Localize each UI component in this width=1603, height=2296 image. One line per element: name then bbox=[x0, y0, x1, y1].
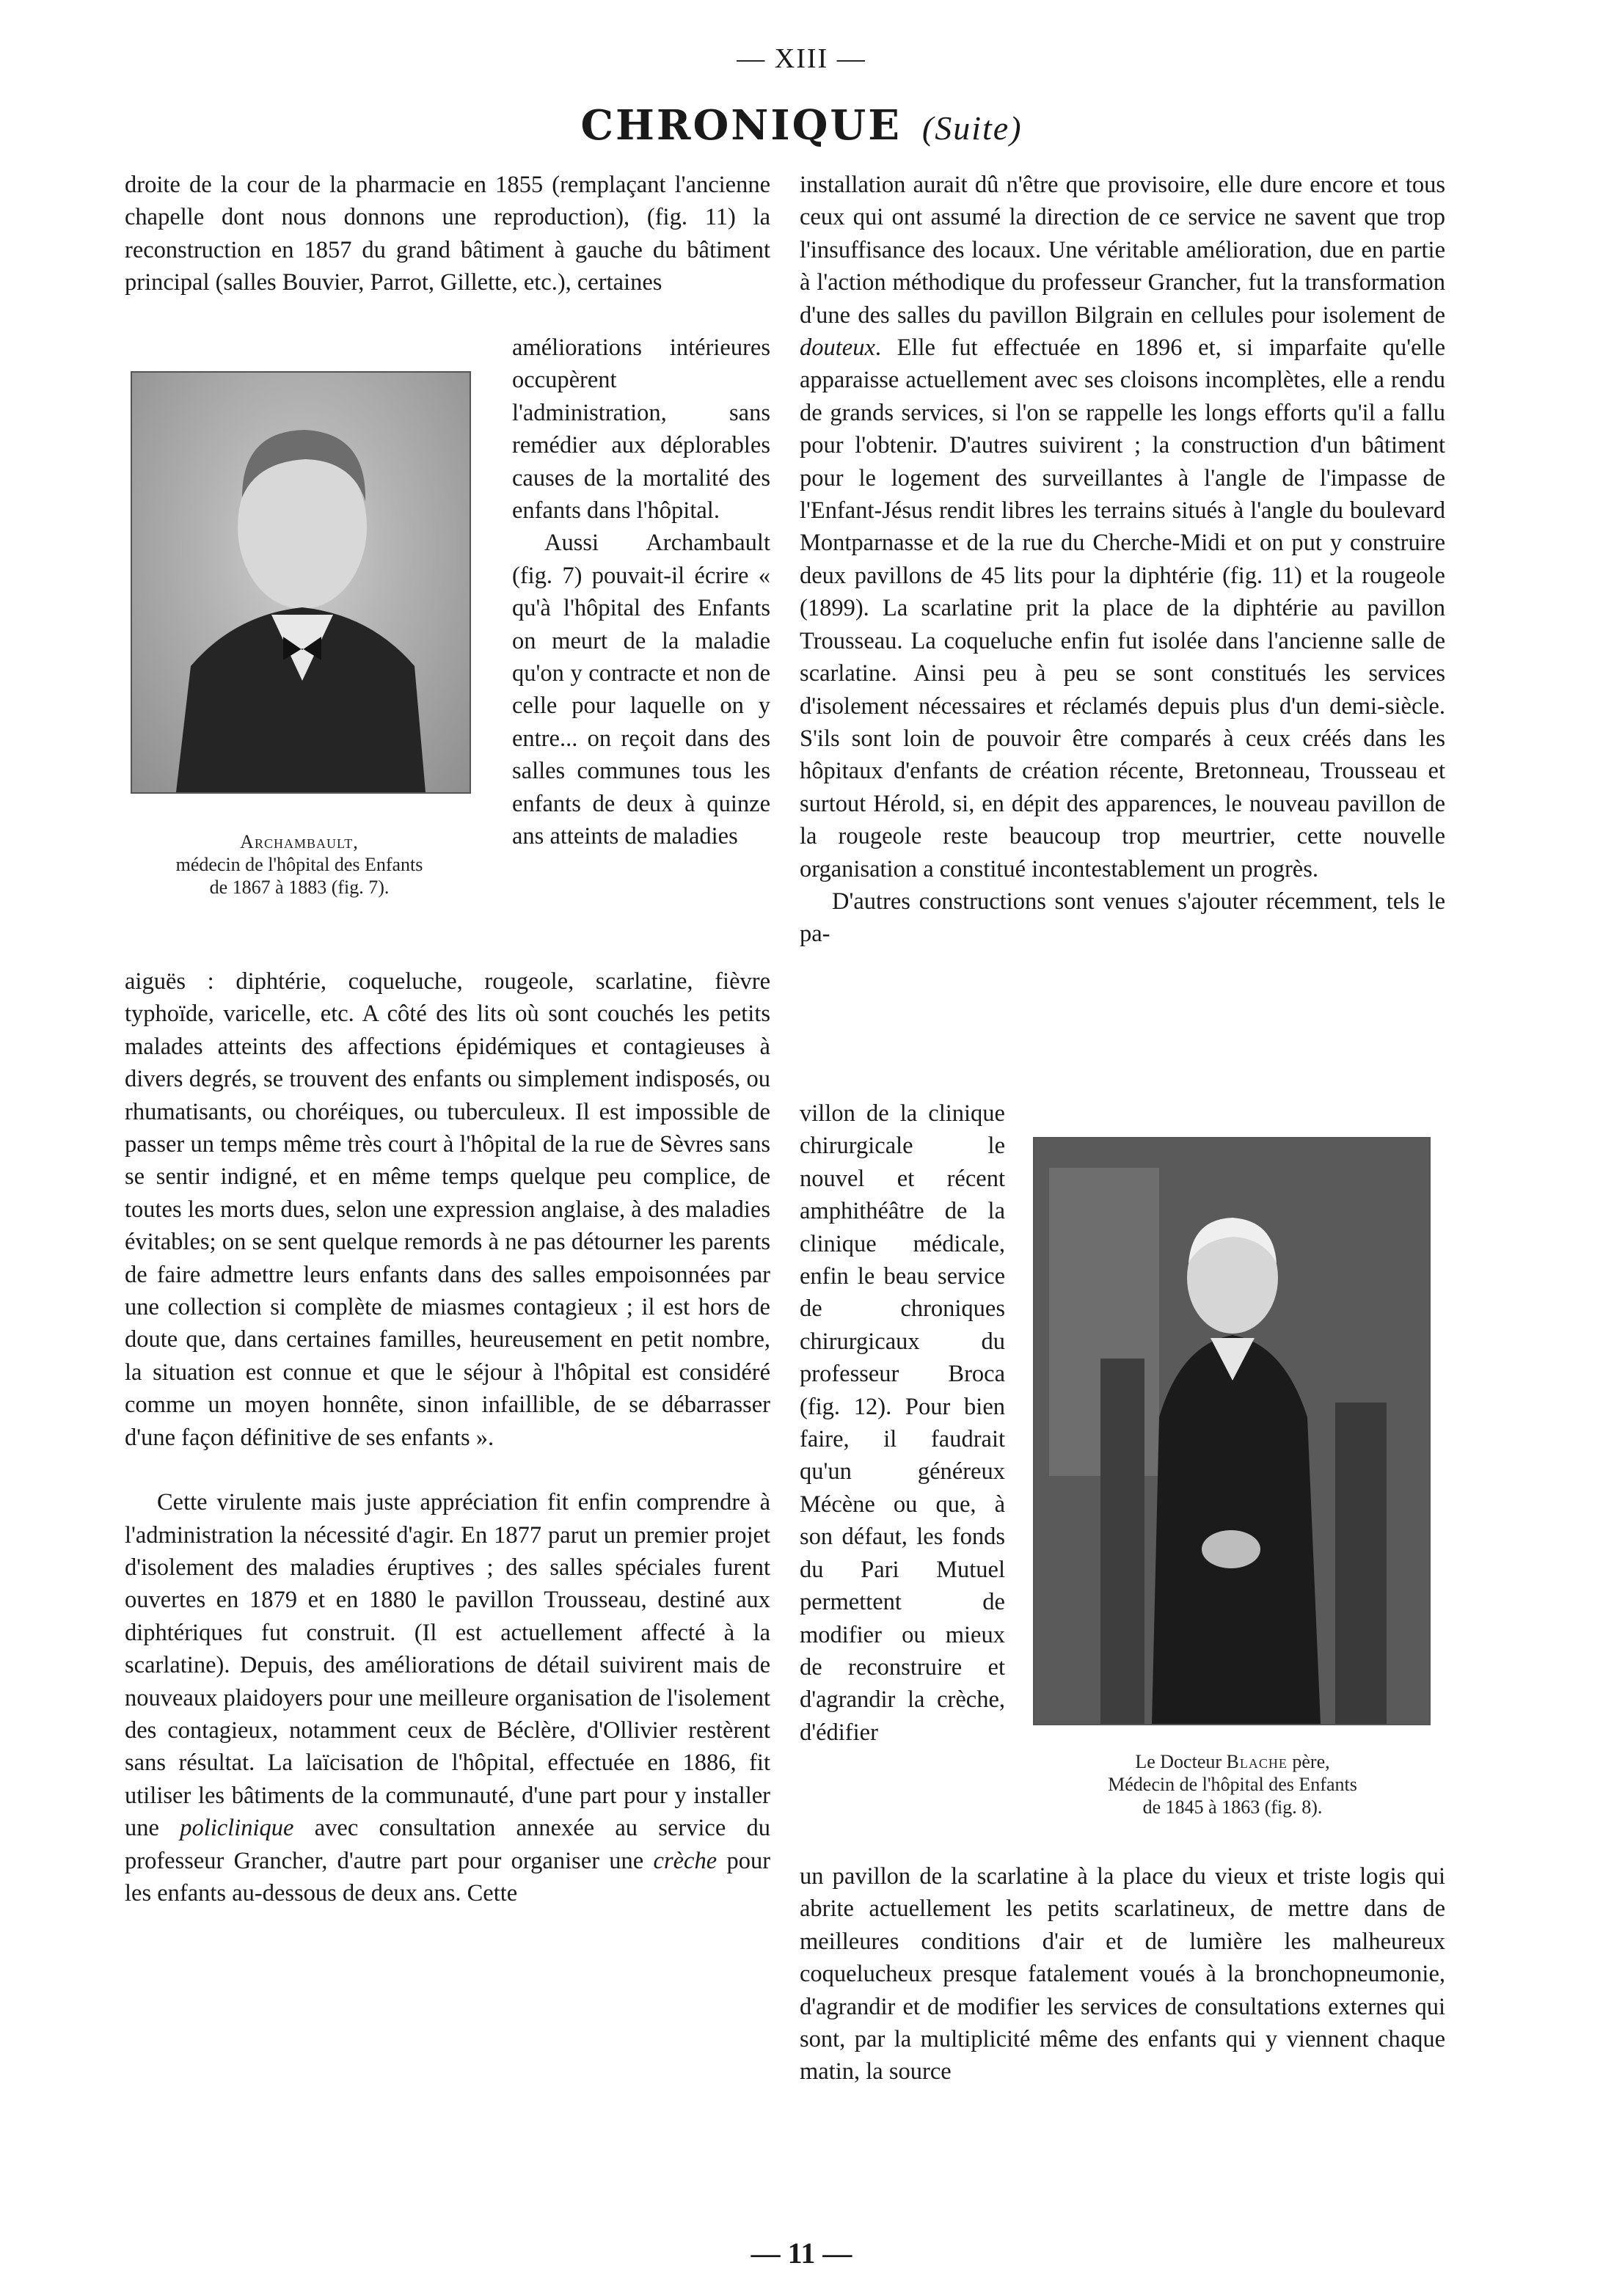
right-column-top bbox=[800, 169, 1445, 951]
paragraph: aiguës : diphtérie, coqueluche, rougeole, scarlatine, fièvre typhoïde, varicelle, etc. A côté des lits où sont couchés les petits malades atteints des affections épidémiques et contagieuses à divers degrés, se trouvent des enfants ou simplement indisposés, ou rhumatisants, ou choréiques, ou tuberculeux. Il est impossible de passer un temps même très court à l'hôpital de la rue de Sèvres sans se sentir indigné, et en même temps quelque peu complice, de toutes les morts dues, selon une expression anglaise, à des maladies évitables; on se sent quelque remords à ne pas détourner les parents de faire admettre leurs enfants dans des salles empoisonnées par une collection si complète de miasmes contagieux ; il est hors de doute que, dans certaines familles, heureusement en petit nombre, la situation est connue et que le séjour à l'hôpital est considéré comme un moyen honnête, sinon infaillible, de se débarrasser d'une façon définitive de ses enfants ». bbox=[125, 968, 770, 1451]
italic-term: crèche bbox=[653, 1847, 717, 1874]
caption-name: Blache bbox=[1226, 1751, 1288, 1772]
portrait-blache-photo bbox=[1033, 1137, 1431, 1725]
left-column-narrow bbox=[512, 332, 770, 853]
portrait-illustration bbox=[1034, 1138, 1429, 1724]
italic-term: douteux bbox=[800, 334, 875, 362]
title-subtitle: (Suite) bbox=[921, 109, 1023, 147]
title-main: CHRONIQUE bbox=[580, 101, 902, 150]
caption-line: Médecin de l'hôpital des Enfants bbox=[1108, 1774, 1357, 1795]
page-roman-number: — XIII — bbox=[737, 43, 866, 74]
caption-archambault bbox=[131, 830, 468, 899]
paragraph: D'autres constructions sont venues s'ajouter récemment, tels le pa- bbox=[800, 888, 1445, 948]
text-span: avec consultation annexée au service du professeur Grancher, d'autre part pour organiser une bbox=[125, 1815, 771, 1874]
paragraph: villon de la clinique chirurgicale le nouvel et récent amphithéâtre de la clinique médicale, enfin le beau service de chroniques chirurgicaux du professeur Broca (fig. 12). Pour bien faire, il faudrait qu'un généreux Mécène ou que, à son défaut, les fonds du Pari Mutuel permettent de modifier ou mieux de reconstruire et d'agrandir la crèche, d'édifier bbox=[800, 1100, 1005, 1746]
right-column-bottom bbox=[800, 1860, 1445, 2088]
paragraph: améliorations intérieures occupèrent l'administration, sans remédier aux déplorables causes de la mortalité des enfants dans l'hôpital. bbox=[512, 334, 770, 524]
right-column-narrow bbox=[800, 1097, 1005, 1749]
paragraph bbox=[800, 169, 1445, 885]
caption-line bbox=[1027, 1750, 1438, 1773]
paragraph: droite de la cour de la pharmacie en 1855 (remplaçant l'ancienne chapelle dont nous donnons une reproduction), (fig. 11) la reconstruction en 1857 du grand bâtiment à gauche du bâtiment principal (salles Bouvier, Parrot, Gillette, etc.), certaines bbox=[125, 172, 770, 296]
left-column-top bbox=[125, 169, 770, 299]
text-span: pour les enfants au-dessous de deux ans. Cette bbox=[125, 1847, 771, 1906]
page-title bbox=[0, 101, 1603, 150]
caption-blache bbox=[1027, 1750, 1438, 1818]
caption-line: médecin de l'hôpital des Enfants bbox=[175, 854, 423, 875]
text-span: Cette virulente mais juste appréciation fit enfin comprendre à l'administration la nécessité d'agir. En 1877 parut un premier projet d'isolement des maladies éruptives ; des salles spéciales furent ouvertes en 1879 et en 1880 le pavillon Trousseau, destiné aux diphtériques fut construit. (Il est actuellement affecté à la scarlatine). Depuis, des améliorations de détail suivirent mais de nouveaux plaidoyers pour une meilleure organisation de l'isolement des contagieux, notamment ceux de Béclère, d'Ollivier restèrent sans résultat. La laïcisation de l'hôpital, effectuée en 1886, fit utiliser les bâtiments de la communauté, d'une part pour y installer une bbox=[125, 1489, 770, 1842]
text-span: installation aurait dû n'être que provisoire, elle dure encore et tous ceux qui ont assumé la direction de ce service ne savent que trop l'insuffisance des locaux. Une véritable amélioration, due en partie à l'action méthodique du professeur Grancher, fut la transformation d'une des salles du pavillon Bilgrain en cellules pour isolement de bbox=[800, 172, 1445, 329]
caption-line: de 1867 à 1883 (fig. 7). bbox=[209, 877, 390, 898]
italic-term: policlinique bbox=[180, 1815, 294, 1842]
text-span: . Elle fut effectuée en 1896 et, si imparfaite qu'elle apparaisse actuellement avec ses cloisons incomplètes, elle a rendu de grands services, si l'on se rappelle les longs efforts qu'il a fallu pour l'obtenir. D'autres suivirent ; la construction d'un bâtiment pour le logement des surveillantes à l'angle de l'impasse de l'Enfant-Jésus rendit libres les terrains situés à l'angle du boulevard Montparnasse et de la rue du Cherche-Midi et on put y construire deux pavillons de 45 lits pour la diphtérie (fig. 11) et la rougeole (1899). La scarlatine prit la place de la diphtérie au pavillon Trousseau. La coqueluche enfin fut isolée dans l'ancienne salle de scarlatine. Ainsi peu à peu se sont constitués les services d'isolement nécessaires et réclamés depuis plus d'un demi-siècle. S'ils sont loin de pouvoir être comparés à ceux créés dans les hôpitaux d'enfants de création récente, Bretonneau, Trousseau et surtout Hérold, si, en dépit des apparences, le nouveau pavillon de la rougeole reste beaucoup trop meurtrier, cette nouvelle organisation a constitué incontestablement un progrès. bbox=[800, 334, 1445, 882]
caption-line: de 1845 à 1863 (fig. 8). bbox=[1142, 1796, 1323, 1818]
text-span: Le Docteur bbox=[1135, 1751, 1222, 1772]
paragraph bbox=[125, 1486, 770, 1909]
portrait-archambault-photo bbox=[131, 371, 471, 794]
paragraph: Aussi Archambault (fig. 7) pouvait-il écrire « qu'à l'hôpital des Enfants on meurt de la maladie qu'on y contracte et non de celle pour laquelle on y entre... on reçoit dans des salles communes tous les enfants de deux à quinze ans atteints de maladies bbox=[512, 530, 770, 850]
text-span: père, bbox=[1292, 1751, 1330, 1772]
portrait-illustration bbox=[132, 373, 470, 792]
footer-page-number: — 11 — bbox=[751, 2237, 852, 2270]
caption-name: Archambault, bbox=[240, 831, 359, 852]
left-column-bottom bbox=[125, 965, 770, 1909]
paragraph: un pavillon de la scarlatine à la place du vieux et triste logis qui abrite actuellement les petits scarlatineux, de mettre dans de meilleures conditions d'air et de lumière les malheureux coquelucheux presque fatalement voués à la bronchopneumonie, d'agrandir et de modifier les services de consultations externes qui sont, par la multiplicité même des enfants qui y viennent chaque matin, la source bbox=[800, 1863, 1445, 2085]
